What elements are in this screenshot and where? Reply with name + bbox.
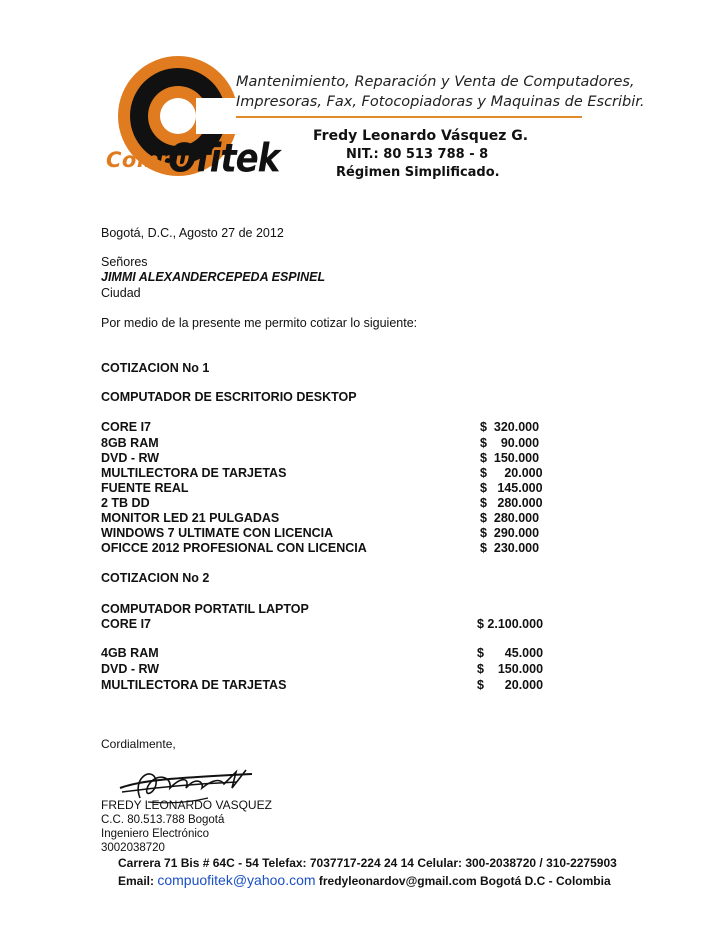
tagline-divider [236, 116, 582, 118]
signer-name: FREDY LEONARDO VASQUEZ [101, 798, 272, 812]
salutation: Señores [101, 255, 148, 269]
quote-1-price: $ 290.000 [480, 526, 540, 540]
quote-1-item: 8GB RAM [101, 436, 159, 450]
recipient-city: Ciudad [101, 286, 141, 300]
quote-1-item: CORE I7 [101, 420, 152, 434]
quote-1-price: $ 150.000 [480, 451, 540, 465]
quote-2-price: $ 2.100.000 [477, 617, 544, 631]
farewell: Cordialmente, [101, 737, 176, 751]
recipient-name: JIMMI ALEXANDERCEPEDA ESPINEL [101, 270, 326, 284]
quote-1-item: 2 TB DD [101, 496, 150, 510]
quote-1-price: $ 230.000 [480, 541, 540, 555]
signer-id: C.C. 80.513.788 Bogotá [101, 814, 225, 826]
quote-1-item: MULTILECTORA DE TARJETAS [101, 466, 287, 480]
tagline-line-1: Mantenimiento, Reparación y Venta de Computadores, [236, 74, 635, 90]
brand-suffix: Ofitek [168, 136, 280, 182]
quote-2-item: 4GB RAM [101, 646, 159, 660]
quote-2-item: MULTILECTORA DE TARJETAS [101, 678, 287, 692]
quote-1-item: MONITOR LED 21 PULGADAS [101, 511, 280, 525]
logo-center [160, 98, 196, 134]
letter-date: Bogotá, D.C., Agosto 27 de 2012 [101, 226, 284, 240]
owner-nit: NIT.: 80 513 788 - 8 [346, 147, 489, 162]
footer-email-rest: fredyleonardov@gmail.com Bogotá D.C - Colombia [318, 874, 611, 888]
footer-email-label: Email: [118, 874, 155, 888]
quote-2-price: $ 45.000 [477, 646, 544, 660]
intro-text: Por medio de la presente me permito cotizar lo siguiente: [101, 316, 418, 330]
quote-2-title: COTIZACION No 2 [101, 571, 210, 585]
quote-1-price: $ 280.000 [480, 511, 540, 525]
brand-prefix: Compu [106, 148, 191, 172]
signer-phone: 3002038720 [101, 842, 165, 854]
quote-1-item: FUENTE REAL [101, 481, 189, 495]
tagline-line-2: Impresoras, Fax, Fotocopiadoras y Maquinas de Escribir. [236, 94, 645, 110]
owner-name: Fredy Leonardo Vásquez G. [313, 128, 529, 144]
quote-2-price: $ 20.000 [477, 678, 544, 692]
quote-1-price: $ 320.000 [480, 420, 540, 434]
footer-address: Carrera 71 Bis # 64C - 54 Telefax: 7037717-224 24 14 Celular: 300-2038720 / 310-2275903 [118, 856, 617, 870]
quote-2-item: DVD - RW [101, 662, 160, 676]
quote-1-price: $ 145.000 [480, 481, 543, 495]
owner-regime: Régimen Simplificado. [336, 165, 500, 180]
quote-1-price: $ 90.000 [480, 436, 540, 450]
quote-2-product: COMPUTADOR PORTATIL LAPTOP [101, 602, 309, 616]
signer-title: Ingeniero Electrónico [101, 828, 210, 840]
footer-email-link[interactable]: compuofitek@yahoo.com [157, 872, 316, 888]
quote-1-item: DVD - RW [101, 451, 160, 465]
quote-1-product: COMPUTADOR DE ESCRITORIO DESKTOP [101, 390, 357, 404]
quote-2-item: CORE I7 [101, 617, 152, 631]
quote-1-price: $ 20.000 [480, 466, 543, 480]
quote-2-price: $ 150.000 [477, 662, 544, 676]
quote-1-title: COTIZACION No 1 [101, 361, 210, 375]
quote-1-item: OFICCE 2012 PROFESIONAL CON LICENCIA [101, 541, 367, 555]
quote-1-item: WINDOWS 7 ULTIMATE CON LICENCIA [101, 526, 334, 540]
footer-email-row [118, 872, 611, 888]
quote-1-price: $ 280.000 [480, 496, 543, 510]
